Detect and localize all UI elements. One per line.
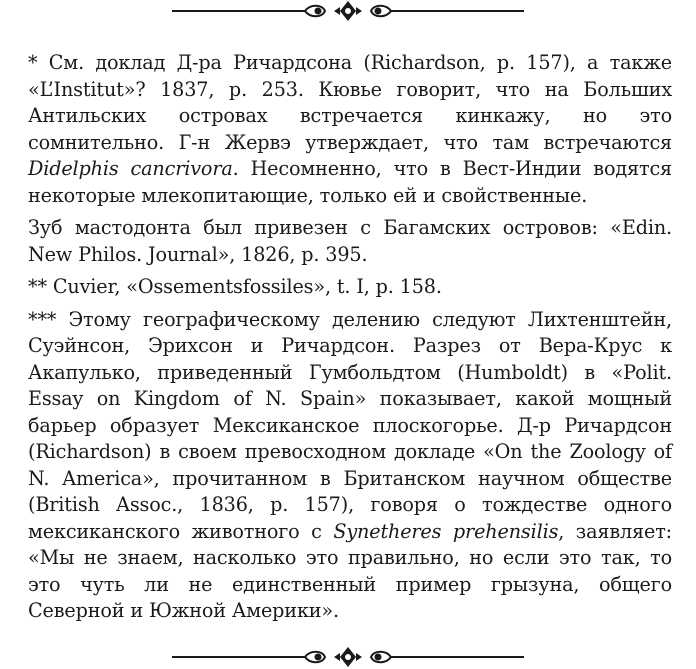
footnote-text: Зуб мастодонта был привезен с Багамских островов: «Edin. New Philos. Journal», 1826, p. 395. — [28, 216, 672, 266]
top-divider-ornament — [0, 0, 696, 24]
bottom-divider-ornament — [0, 645, 696, 669]
footnotes-text — [28, 50, 672, 631]
top-divider — [0, 0, 696, 24]
footnote-italic-text: Synetheres prehensilis — [333, 519, 559, 543]
footnote-text: ** Cuvier, «Ossementsfossiles», t. I, p. 158. — [28, 275, 442, 298]
footnote-text: . Несомненно, что в Вест-Индии водятся некоторые млекопитающие, только ей и свойственные. — [28, 157, 672, 207]
footnote-paragraph — [28, 50, 672, 209]
footnote-paragraph — [28, 215, 672, 268]
footnote-text: *** Этому географическому делению следуют Лихтенштейн, Суэйнсон, Эрихсон и Ричардсон. Разрез от Вера-Крус к Акапулько, приведенный Гумбольдтом (Humboldt) в «Polit. Essay on Kingdom of N. Spain» показывает, какой мощный барьер образует Мексиканское плоскогорье. Д-р Ричардсон (Richardson) в своем превосходном докладе «On the Zoology of N. America», прочитанном в Британском научном обществе (British Assoc., 1836, p. 157), говоря о тождестве одного мексиканского животного с — [28, 307, 672, 543]
bottom-divider — [0, 645, 696, 669]
footnote-text: * См. доклад Д-ра Ричардсона (Richardson, p. 157), а также «L’Institut»? 1837, p. 253. Кювье говорит, что на Больших Антильских островах встречается кинкажу, но это сомнительно. Г-н Жервэ утверждает, что там встречаются — [28, 51, 672, 154]
footnote-paragraph — [28, 274, 672, 301]
footnote-paragraph — [28, 307, 672, 625]
footnote-text: , заявляет: «Мы не знаем, насколько это правильно, но если это так, то это чуть ли не единственный пример грызуна, общего Северной и Южной Америки». — [28, 519, 672, 622]
footnote-italic-text: Didelphis cancrivora — [28, 157, 233, 180]
